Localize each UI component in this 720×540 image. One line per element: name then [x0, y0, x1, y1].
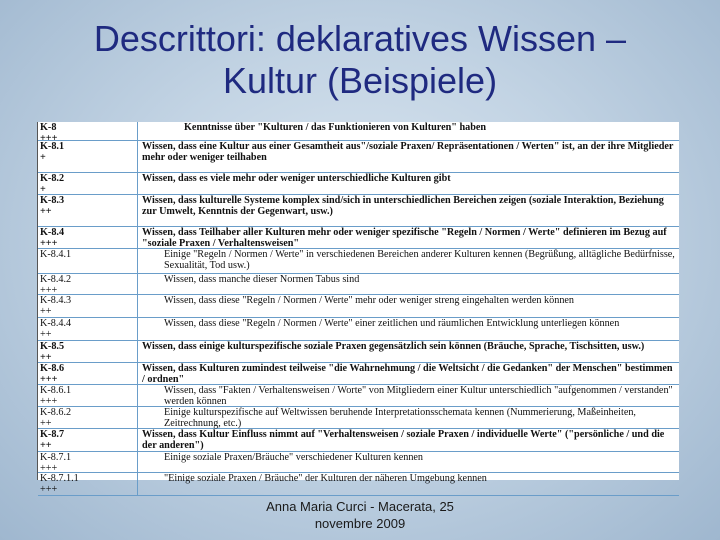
descriptor-code-cell — [38, 295, 138, 317]
descriptor-code: K-8.4.4 — [40, 318, 72, 329]
descriptor-level: +++ — [40, 237, 58, 249]
descriptor-code-cell — [38, 385, 138, 406]
descriptor-code: K-8.6.2 — [40, 407, 72, 418]
descriptor-text: Wissen, dass Kulturen zumindest teilweise "die Wahrnehmung / die Weltsicht / die Gedanken" der Menschen" bestimmen / ordnen" — [142, 363, 673, 385]
descriptor-text: Wissen, dass "Fakten / Verhaltensweisen / Worte" von Mitgliedern einer Kultur unterschiedlich "aufgenommen / verstanden" werden können — [164, 385, 673, 407]
slide-title — [20, 18, 700, 102]
descriptor-code-cell — [38, 429, 138, 451]
descriptor-code-cell — [38, 407, 138, 428]
descriptor-code: K-8.4 — [40, 227, 65, 238]
table-row — [38, 173, 679, 195]
descriptor-level: ++ — [40, 328, 52, 340]
table-row — [38, 452, 679, 473]
descriptor-code: K-8.6 — [40, 363, 65, 374]
descriptor-level: +++ — [40, 462, 58, 474]
descriptor-level: + — [40, 183, 46, 195]
descriptor-code-cell — [38, 249, 138, 273]
table-row — [38, 295, 679, 318]
descriptor-code-cell — [38, 473, 138, 495]
footer-line-1: Anna Maria Curci - Macerata, 25 — [266, 499, 454, 514]
descriptor-text: Kenntnisse über "Kulturen / das Funktionieren von Kulturen" haben — [184, 122, 487, 133]
descriptor-table — [37, 122, 679, 495]
descriptor-code: K-8.4.3 — [40, 295, 72, 306]
descriptor-text: Wissen, dass kulturelle Systeme komplex sind/sich in unterschiedlichen Bereichen zeigen (soziale Interaktion, Beziehung zur Umwelt, Kenntnis der Gegenwart, usw.) — [142, 195, 664, 217]
table-row — [38, 227, 679, 249]
table-row — [38, 195, 679, 227]
descriptor-text: Wissen, dass diese "Regeln / Normen / Werte" mehr oder weniger streng eingehalten werden können — [164, 295, 575, 306]
descriptor-code-cell — [38, 227, 138, 248]
descriptor-text: Wissen, dass einige kulturspezifische soziale Praxen gegensätzlich sein können (Bräuche, Sprache, Tischsitten, usw.) — [142, 341, 645, 352]
title-line-2: Kultur (Beispiele) — [222, 60, 498, 101]
descriptor-level: ++ — [40, 417, 52, 429]
descriptor-code: K-8.3 — [40, 195, 65, 206]
descriptor-code: K-8.1 — [40, 141, 65, 152]
descriptor-code: K-8.2 — [40, 173, 65, 184]
descriptor-code-cell — [38, 274, 138, 294]
descriptor-code: K-8.6.1 — [40, 385, 72, 396]
table-row — [38, 318, 679, 341]
descriptor-text: Wissen, dass es viele mehr oder weniger unterschiedliche Kulturen gibt — [142, 173, 451, 184]
descriptor-code: K-8 — [40, 122, 57, 133]
table-row — [38, 141, 679, 173]
descriptor-code: K-8.4.2 — [40, 274, 72, 285]
descriptor-code-cell — [38, 122, 138, 144]
table-rows — [38, 122, 679, 496]
descriptor-code: K-8.4.1 — [40, 249, 72, 260]
descriptor-code-cell — [38, 318, 138, 340]
descriptor-text: Wissen, dass Kultur Einfluss nimmt auf "Verhaltensweisen / soziale Praxen / individuelle Werte" ("persönliche / und die der anderen") — [142, 429, 665, 451]
table-row — [38, 429, 679, 452]
table-row — [38, 407, 679, 429]
title-line-1: Descrittori: deklaratives Wissen – — [93, 18, 627, 59]
table-row — [38, 249, 679, 274]
slide-footer — [180, 498, 540, 532]
descriptor-code: K-8.7 — [40, 429, 65, 440]
descriptor-text: Wissen, dass eine Kultur aus einer Gesamtheit aus"/soziale Praxen/ Repräsentationen / Werten" ist, an der ihre Mitglieder mehr oder weniger teilhaben — [142, 141, 674, 163]
descriptor-text: "Einige soziale Praxen / Bräuche" der Kulturen der näheren Umgebung kennen — [164, 473, 487, 484]
table-row — [38, 363, 679, 385]
table-row — [38, 341, 679, 363]
table-row — [38, 385, 679, 407]
table-row — [38, 122, 679, 144]
descriptor-level: ++ — [40, 351, 52, 363]
descriptor-text: Einige soziale Praxen/Bräuche" verschiedener Kulturen kennen — [164, 452, 424, 463]
descriptor-text: Einige kulturspezifische auf Weltwissen beruhende Interpretationsschemata kennen (Nummerierung, Maßeinheiten, Zeitrechnung, etc.) — [164, 407, 636, 429]
descriptor-level: ++ — [40, 439, 52, 451]
descriptor-level: +++ — [40, 395, 58, 407]
table-row — [38, 274, 679, 295]
descriptor-text: Einige "Regeln / Normen / Werte" in verschiedenen Bereichen anderer Kulturen kennen (Begrüßung, alltägliche Bedürfnisse, Sexualität, Tod usw.) — [164, 249, 675, 271]
descriptor-code-cell — [38, 141, 138, 172]
descriptor-level: + — [40, 151, 46, 163]
descriptor-text: Wissen, dass diese "Regeln / Normen / Werte" einer zeitlichen und räumlichen Entwicklung unterliegen können — [164, 318, 620, 329]
descriptor-level: ++ — [40, 305, 52, 317]
descriptor-code-cell — [38, 452, 138, 472]
footer-line-2: novembre 2009 — [314, 516, 406, 531]
descriptor-code-cell — [38, 173, 138, 194]
descriptor-code-cell — [38, 195, 138, 226]
descriptor-level: ++ — [40, 205, 52, 217]
descriptor-level: +++ — [40, 132, 58, 144]
table-row — [38, 473, 679, 496]
descriptor-level: +++ — [40, 483, 58, 495]
descriptor-code-cell — [38, 341, 138, 362]
descriptor-level: +++ — [40, 373, 58, 385]
descriptor-level: +++ — [40, 284, 58, 296]
descriptor-code-cell — [38, 363, 138, 384]
descriptor-code: K-8.7.1.1 — [40, 473, 79, 484]
descriptor-code: K-8.5 — [40, 341, 65, 352]
descriptor-text: Wissen, dass manche dieser Normen Tabus sind — [164, 274, 360, 285]
descriptor-text: Wissen, dass Teilhaber aller Kulturen mehr oder weniger spezifische "Regeln / Normen / Werte" definieren im Bezug auf "soziale Praxen / Verhaltensweisen" — [142, 227, 667, 249]
descriptor-code: K-8.7.1 — [40, 452, 72, 463]
